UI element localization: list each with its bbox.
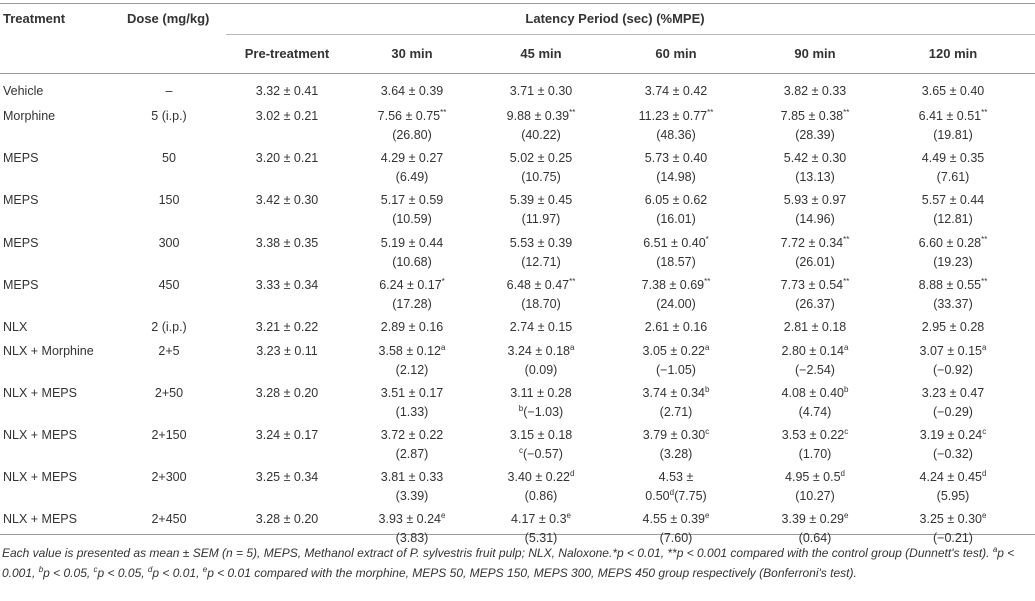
significance-marker: a [844, 343, 849, 352]
treatment-cell: NLX + MEPS [3, 428, 77, 442]
value-cell: 3.20 ± 0.21 [255, 151, 319, 165]
value-cell: 6.51 ± 0.40* [643, 235, 709, 250]
mpe-value: (19.23) [933, 255, 973, 269]
significance-marker: ** [981, 277, 988, 286]
treatment-cell: NLX + MEPS [3, 512, 77, 526]
mpe-value: (−0.29) [933, 405, 973, 419]
mpe-value: (7.75) [674, 489, 707, 503]
mpe-value: (10.27) [795, 489, 835, 503]
significance-marker: a [992, 545, 998, 554]
mpe-value: (2.87) [395, 447, 429, 461]
value-cell: 3.24 ± 0.18$^a$ [507, 343, 575, 358]
footnote-significance-text: p < 0.001, [2, 546, 1015, 580]
value-cell: 3.21 ± 0.22 [255, 320, 319, 334]
treatment-cell: NLX [3, 320, 28, 334]
value-cell: 3.53 ± 0.22$^c$ [781, 427, 849, 442]
header-col-60min: 60 min [655, 46, 697, 61]
significance-marker: e [441, 511, 446, 520]
value-cell: 3.39 ± 0.29$^e$ [781, 511, 849, 526]
mpe-cell [656, 255, 696, 269]
value-cell: 3.93 ± 0.24$^e$ [378, 511, 446, 526]
mpe-cell [656, 170, 696, 184]
mpe-value: (−1.03) [523, 405, 564, 419]
value-cell: 3.23 ± 0.47 [921, 386, 985, 400]
header-col-pretreatment: Pre-treatment [244, 46, 330, 61]
significance-marker: d [147, 565, 153, 574]
value-cell: 9.88 ± 0.39** [506, 108, 576, 123]
mpe-value: (10.68) [392, 255, 432, 269]
mpe-cell [396, 405, 429, 419]
value-cell: 6.24 ± 0.17* [379, 277, 445, 292]
header-col-90min: 90 min [794, 46, 836, 61]
mpe-value: (7.61) [936, 170, 970, 184]
mpe-value: (−2.54) [795, 363, 835, 377]
value-cell: 5.73 ± 0.40 [644, 151, 708, 165]
table-top-rule [0, 3, 1035, 4]
mpe-cell [521, 128, 561, 142]
mpe-cell [392, 255, 432, 269]
dose-cell: 5 (i.p.) [151, 109, 187, 123]
mpe-value: (2.71) [659, 405, 693, 419]
significance-marker: e [202, 565, 208, 574]
significance-marker: a [982, 343, 987, 352]
mpe-value: (3.28) [659, 447, 693, 461]
mpe-value: 0.50 [645, 489, 670, 503]
mpe-cell [795, 297, 835, 311]
mpe-cell [519, 447, 563, 461]
significance-marker: * [705, 235, 709, 244]
mpe-value: (10.59) [392, 212, 432, 226]
mpe-cell [645, 489, 706, 503]
value-cell: 6.05 ± 0.62 [644, 193, 708, 207]
value-cell: 3.81 ± 0.33 [380, 470, 444, 484]
significance-marker: c [519, 446, 524, 455]
mpe-cell [933, 255, 973, 269]
value-cell: 4.53 ± [658, 470, 694, 484]
significance-marker: ** [569, 108, 576, 117]
mpe-value: (1.70) [798, 447, 832, 461]
significance-marker: a [441, 343, 446, 352]
value-cell: 3.38 ± 0.35 [255, 236, 319, 250]
mpe-value: (16.01) [656, 212, 696, 226]
value-cell: 4.08 ± 0.40$^b$ [781, 385, 849, 400]
mpe-cell [656, 297, 696, 311]
mpe-cell [933, 447, 973, 461]
mpe-value: (26.37) [795, 297, 835, 311]
header-col-120min: 120 min [928, 46, 978, 61]
value-cell: 7.72 ± 0.34** [780, 235, 850, 250]
significance-marker: * [441, 277, 445, 286]
footnote-line1: Each value is presented as mean ± SEM (n = 5), MEPS, Methanol extract of P. sylvestris fruit pulp; NLX, Naloxone.*p < 0.01, **p < 0.001 compared with the control group (Dunnett's test). [2, 546, 990, 560]
mpe-cell [521, 170, 561, 184]
footnote-significance-text: p < 0.01 compared with the morphine, MEPS 50, MEPS 150, MEPS 300, MEPS 450 group respectively (Bonferroni's test). [207, 566, 857, 580]
mpe-value: (18.57) [656, 255, 696, 269]
mpe-value: (−1.05) [656, 363, 696, 377]
mpe-cell [396, 363, 429, 377]
mpe-cell [396, 447, 429, 461]
value-cell: 3.42 ± 0.30 [255, 193, 319, 207]
value-cell: 3.79 ± 0.30$^c$ [642, 427, 710, 442]
value-cell: 2.61 ± 0.16 [644, 320, 708, 334]
header-bottom-rule [0, 73, 1035, 74]
mpe-value: (7.60) [659, 531, 693, 545]
mpe-value: (28.39) [795, 128, 835, 142]
mpe-cell [656, 212, 696, 226]
mpe-value: (18.70) [521, 297, 561, 311]
value-cell: 3.32 ± 0.41 [255, 84, 319, 98]
dose-cell: 450 [158, 278, 180, 292]
value-cell: 2.95 ± 0.28 [921, 320, 985, 334]
value-cell: 3.64 ± 0.39 [380, 84, 444, 98]
mpe-cell [519, 405, 563, 419]
value-cell: 2.89 ± 0.16 [380, 320, 444, 334]
mpe-cell [795, 363, 835, 377]
mpe-cell [392, 297, 432, 311]
mpe-value: (24.00) [656, 297, 696, 311]
mpe-cell [656, 128, 696, 142]
mpe-cell [799, 405, 832, 419]
mpe-value: (19.81) [933, 128, 973, 142]
treatment-cell: Morphine [3, 109, 56, 123]
mpe-value: (14.98) [656, 170, 696, 184]
mpe-value: (−0.32) [933, 447, 973, 461]
mpe-value: (14.96) [795, 212, 835, 226]
significance-marker: c [982, 427, 987, 436]
treatment-cell: NLX + Morphine [3, 344, 94, 358]
mpe-value: (26.80) [392, 128, 432, 142]
value-cell: 3.05 ± 0.22$^a$ [642, 343, 710, 358]
significance-marker: d [982, 469, 987, 478]
significance-marker: ** [440, 108, 447, 117]
mpe-cell [392, 212, 432, 226]
significance-marker: b [705, 385, 710, 394]
value-cell: 11.23 ± 0.77** [638, 108, 714, 123]
significance-marker: ** [843, 277, 850, 286]
value-cell: 4.55 ± 0.39$^e$ [642, 511, 710, 526]
value-cell: 3.74 ± 0.34$^b$ [642, 385, 710, 400]
dose-cell: 2+450 [151, 512, 187, 526]
mpe-cell [933, 405, 973, 419]
value-cell: 3.25 ± 0.30$^e$ [919, 511, 987, 526]
significance-marker: b [38, 565, 44, 574]
value-cell: 3.25 ± 0.34 [255, 470, 319, 484]
significance-marker: ** [569, 277, 576, 286]
significance-marker: ** [981, 108, 988, 117]
value-cell: 3.74 ± 0.42 [644, 84, 708, 98]
header-col-30min: 30 min [391, 46, 433, 61]
footnote-significance-text: p < 0.01, [152, 566, 203, 580]
value-cell: 4.95 ± 0.5$^d$ [785, 469, 845, 484]
treatment-cell: MEPS [3, 151, 39, 165]
mpe-cell [937, 170, 970, 184]
value-cell: 4.17 ± 0.3$^e$ [511, 511, 571, 526]
value-cell: 3.51 ± 0.17 [380, 386, 444, 400]
mpe-cell [396, 170, 429, 184]
value-cell: 3.65 ± 0.40 [921, 84, 985, 98]
mpe-cell [795, 489, 835, 503]
value-cell: 3.15 ± 0.18 [509, 428, 573, 442]
mpe-value: (3.83) [395, 531, 429, 545]
value-cell: 3.40 ± 0.22$^d$ [507, 469, 575, 484]
mpe-value: (0.64) [798, 531, 832, 545]
value-cell: 4.49 ± 0.35 [921, 151, 985, 165]
mpe-value: (−0.92) [933, 363, 973, 377]
value-cell: 3.58 ± 0.12$^a$ [378, 343, 446, 358]
treatment-cell: NLX + MEPS [3, 470, 77, 484]
mpe-value: (40.22) [521, 128, 561, 142]
value-cell: 3.72 ± 0.22 [380, 428, 444, 442]
mpe-value: (13.13) [795, 170, 835, 184]
mpe-value: (−0.21) [933, 531, 973, 545]
mpe-value: (4.74) [798, 405, 832, 419]
significance-marker: d [570, 469, 575, 478]
value-cell: 8.88 ± 0.55** [918, 277, 988, 292]
value-cell: 3.28 ± 0.20 [255, 512, 319, 526]
mpe-value: (2.12) [395, 363, 429, 377]
treatment-cell: MEPS [3, 236, 39, 250]
mpe-cell [795, 170, 835, 184]
treatment-cell: NLX + MEPS [3, 386, 77, 400]
header-dose: Dose (mg/kg) [127, 11, 210, 26]
value-cell: 7.73 ± 0.54** [780, 277, 850, 292]
mpe-value: (12.81) [933, 212, 973, 226]
value-cell: 3.02 ± 0.21 [255, 109, 319, 123]
mpe-value: (6.49) [395, 170, 429, 184]
value-cell: 4.29 ± 0.27 [380, 151, 444, 165]
header-treatment: Treatment [3, 11, 66, 26]
significance-marker: c [705, 427, 710, 436]
footnote-significance-text: p < 0.05, [97, 566, 148, 580]
significance-marker: ** [843, 108, 850, 117]
value-cell: 3.19 ± 0.24$^c$ [919, 427, 987, 442]
mpe-value: (33.37) [933, 297, 973, 311]
value-cell: 5.42 ± 0.30 [783, 151, 847, 165]
mpe-cell [521, 255, 561, 269]
mpe-cell [660, 447, 693, 461]
value-cell: 7.85 ± 0.38** [780, 108, 850, 123]
mpe-value: (5.31) [524, 531, 558, 545]
treatment-cell: Vehicle [3, 84, 44, 98]
value-cell: 2.81 ± 0.18 [783, 320, 847, 334]
mpe-value: (5.95) [936, 489, 970, 503]
mpe-cell [396, 489, 429, 503]
value-cell: 3.71 ± 0.30 [509, 84, 573, 98]
value-cell: 4.24 ± 0.45$^d$ [919, 469, 987, 484]
value-cell: 5.02 ± 0.25 [509, 151, 573, 165]
significance-marker: ** [704, 277, 711, 286]
value-cell: 3.33 ± 0.34 [255, 278, 319, 292]
significance-marker: c [93, 565, 98, 574]
significance-marker: a [705, 343, 710, 352]
mpe-value: (26.01) [795, 255, 835, 269]
dose-cell: 50 [162, 151, 176, 165]
footnote-significance-text: p < 0.05, [43, 566, 94, 580]
mpe-cell [795, 255, 835, 269]
value-cell: 7.56 ± 0.75** [377, 108, 447, 123]
significance-marker: e [982, 511, 987, 520]
value-cell: 2.74 ± 0.15 [509, 320, 573, 334]
dose-cell: 300 [158, 236, 180, 250]
significance-marker: e [566, 511, 571, 520]
table-bottom-rule [0, 534, 1035, 535]
mpe-cell [656, 363, 696, 377]
mpe-cell [521, 297, 561, 311]
mpe-cell [392, 128, 432, 142]
mpe-cell [933, 297, 973, 311]
value-cell: 5.93 ± 0.97 [783, 193, 847, 207]
significance-marker: d [840, 469, 845, 478]
value-cell: 5.57 ± 0.44 [921, 193, 985, 207]
dose-cell: 2+5 [158, 344, 180, 358]
mpe-cell [525, 489, 558, 503]
significance-marker: d [669, 488, 675, 497]
significance-marker: ** [843, 235, 850, 244]
mpe-value: (11.97) [521, 212, 561, 226]
significance-marker: b [844, 385, 849, 394]
value-cell: 3.07 ± 0.15$^a$ [919, 343, 987, 358]
value-cell: 3.28 ± 0.20 [255, 386, 319, 400]
mpe-cell [525, 363, 558, 377]
mpe-value: (10.75) [521, 170, 561, 184]
value-cell: 5.39 ± 0.45 [509, 193, 573, 207]
value-cell: 3.11 ± 0.28 [510, 386, 572, 400]
value-cell: 7.38 ± 0.69** [641, 277, 711, 292]
mpe-value: (0.09) [524, 363, 558, 377]
dose-cell: 150 [158, 193, 180, 207]
header-col-45min: 45 min [520, 46, 562, 61]
value-cell: 5.17 ± 0.59 [380, 193, 444, 207]
mpe-value: (17.28) [392, 297, 432, 311]
value-cell: 5.19 ± 0.44 [380, 236, 444, 250]
mpe-value: (12.71) [521, 255, 561, 269]
mpe-cell [799, 447, 832, 461]
table-footnote [2, 543, 1032, 583]
significance-marker: ** [707, 108, 714, 117]
treatment-cell: MEPS [3, 193, 39, 207]
dose-cell: 2+150 [151, 428, 187, 442]
dose-cell: 2 (i.p.) [151, 320, 187, 334]
mpe-value: (1.33) [395, 405, 429, 419]
value-cell: 6.60 ± 0.28** [918, 235, 988, 250]
treatment-cell: MEPS [3, 278, 39, 292]
dose-cell: – [165, 84, 173, 98]
dose-cell: 2+50 [154, 386, 184, 400]
value-cell: 2.80 ± 0.14$^a$ [781, 343, 849, 358]
mpe-cell [933, 212, 973, 226]
mpe-cell [933, 128, 973, 142]
mpe-value: (3.39) [395, 489, 429, 503]
mpe-cell [795, 128, 835, 142]
mpe-cell [933, 363, 973, 377]
significance-marker: a [570, 343, 575, 352]
header-latency: Latency Period (sec) (%MPE) [525, 11, 705, 26]
value-cell: 5.53 ± 0.39 [509, 236, 573, 250]
latency-group-rule [226, 34, 1035, 35]
value-cell: 3.82 ± 0.33 [783, 84, 847, 98]
dose-cell: 2+300 [151, 470, 187, 484]
mpe-value: (0.86) [524, 489, 558, 503]
significance-marker: ** [981, 235, 988, 244]
mpe-cell [522, 212, 561, 226]
value-cell: 3.23 ± 0.11 [256, 344, 318, 358]
mpe-cell [937, 489, 970, 503]
significance-marker: e [705, 511, 710, 520]
mpe-value: (−0.57) [523, 447, 563, 461]
value-cell: 6.41 ± 0.51** [918, 108, 988, 123]
significance-marker: e [844, 511, 849, 520]
mpe-cell [795, 212, 835, 226]
significance-marker: c [844, 427, 849, 436]
value-cell: 3.24 ± 0.17 [255, 428, 319, 442]
mpe-value: (48.36) [656, 128, 696, 142]
mpe-cell [660, 405, 693, 419]
significance-marker: b [518, 404, 524, 413]
value-cell: 6.48 ± 0.47** [506, 277, 576, 292]
